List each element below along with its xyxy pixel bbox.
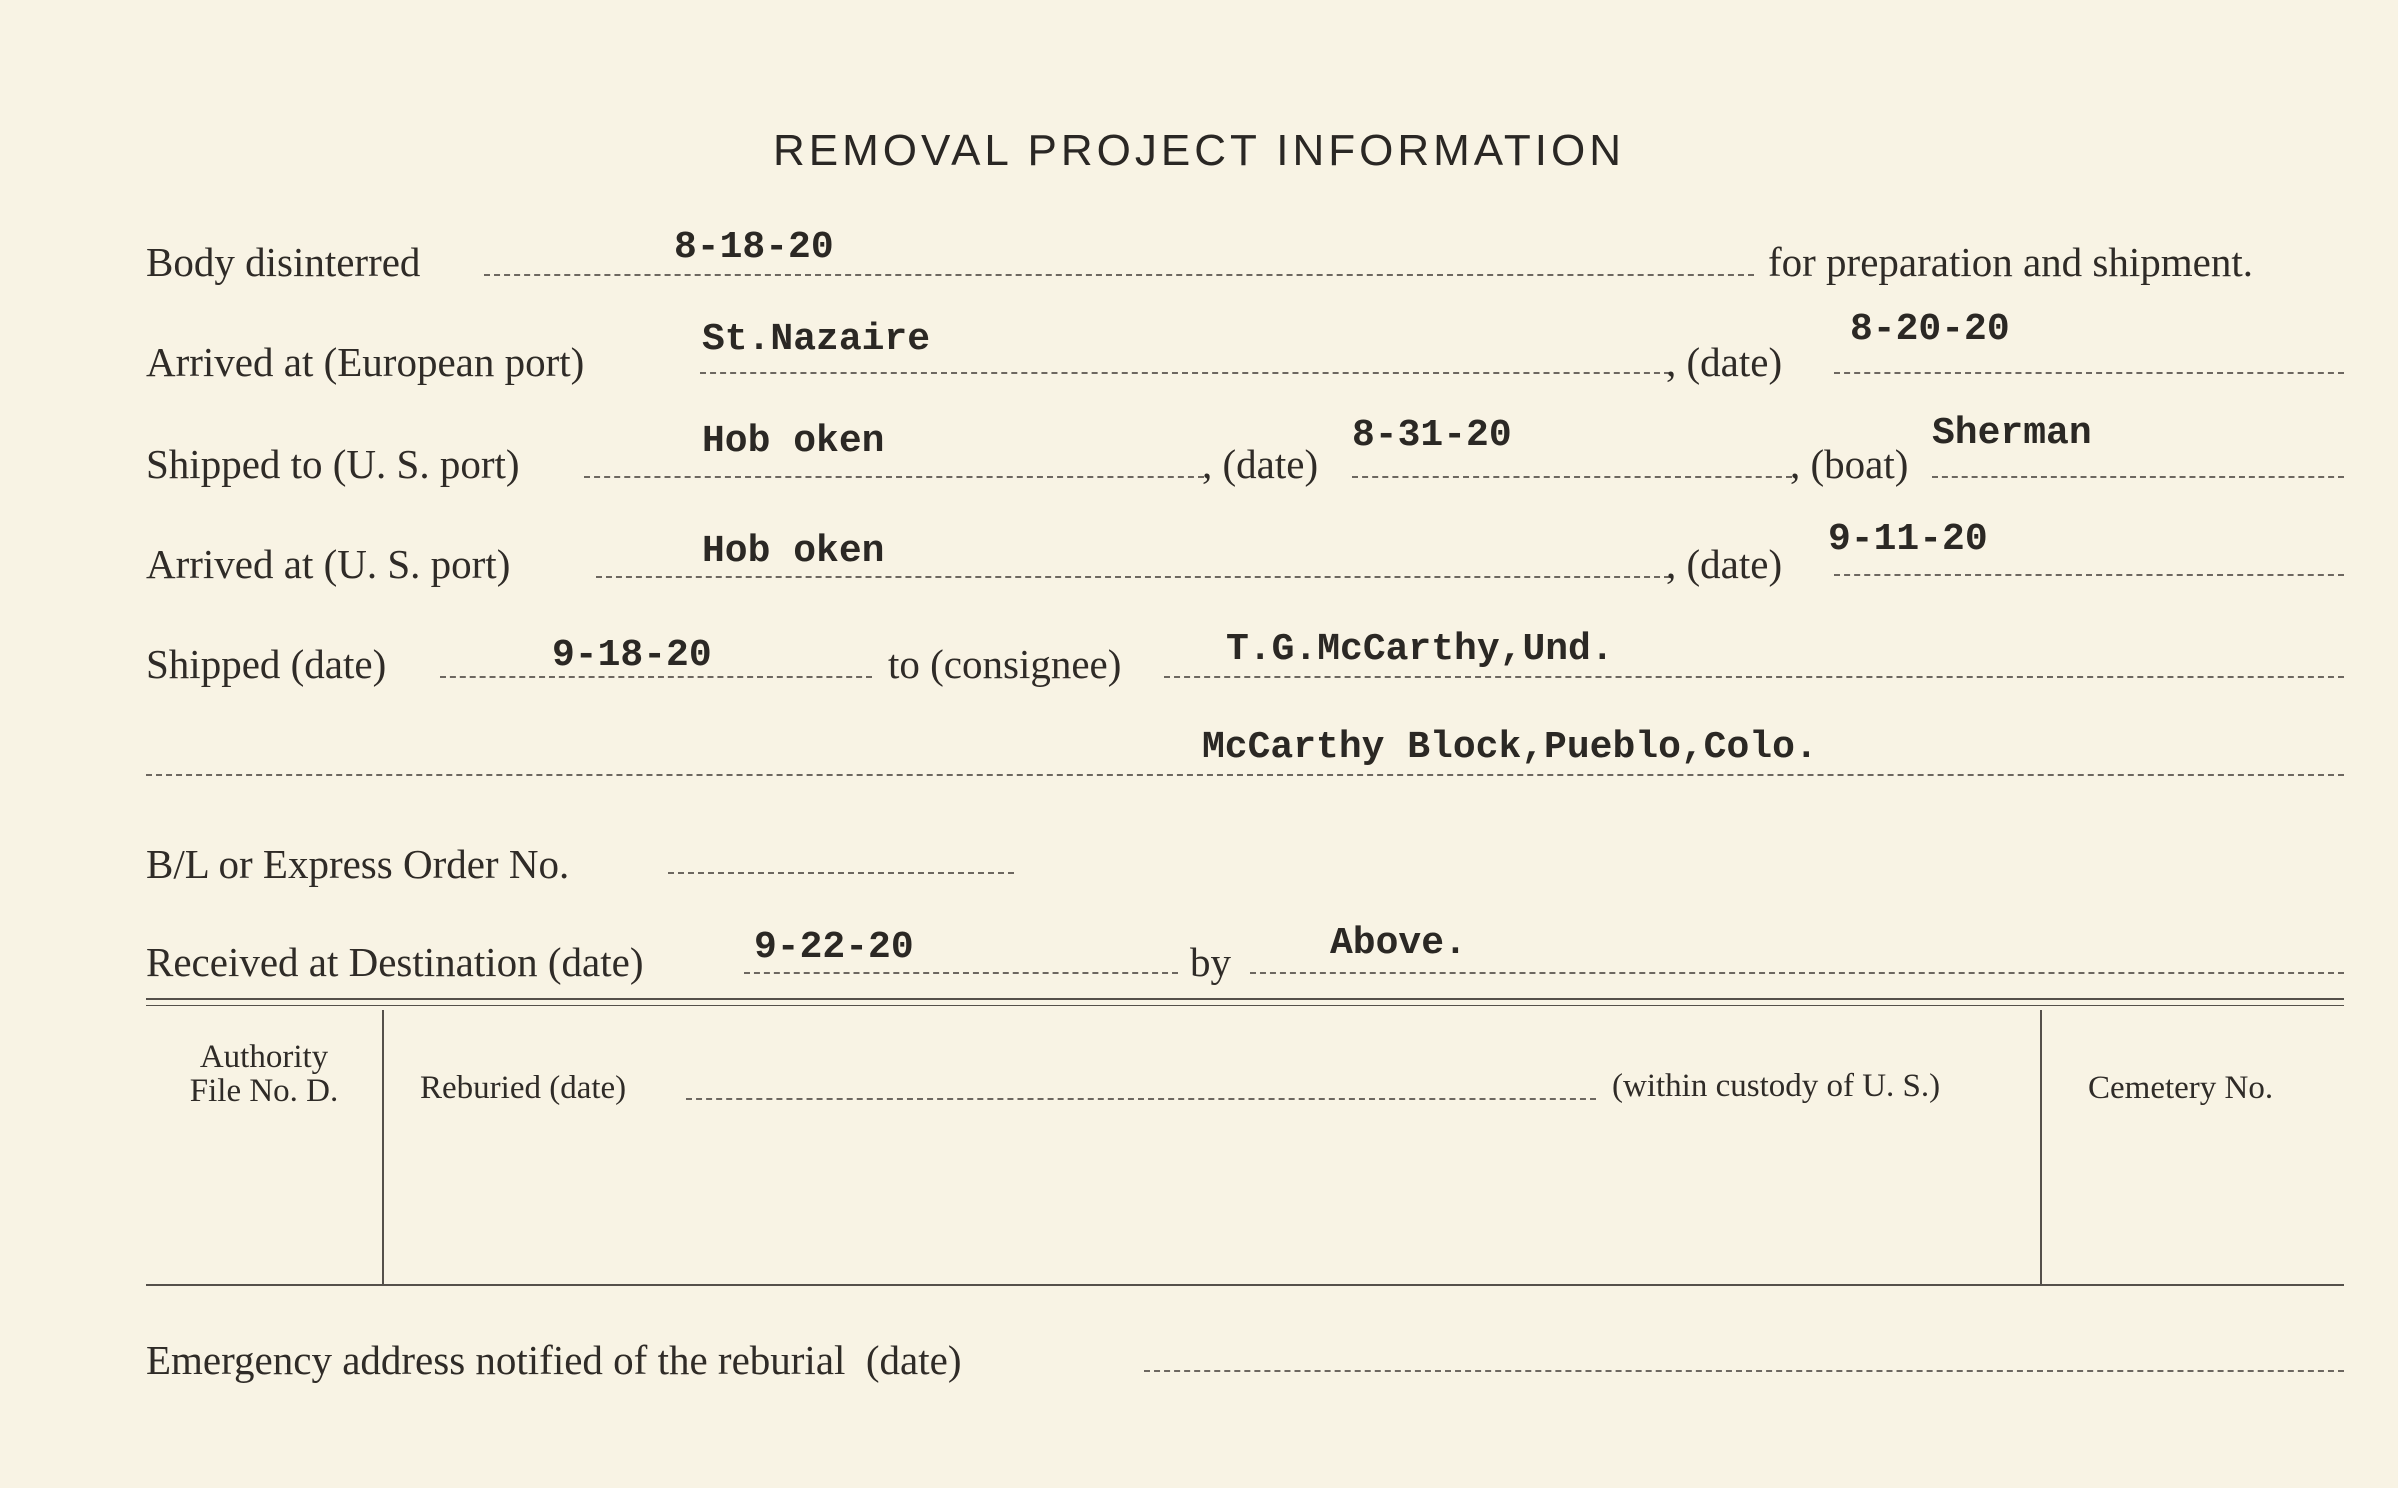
cemetery-label: Cemetery No.: [2088, 1070, 2274, 1106]
shipped-us-line: [584, 476, 1204, 478]
disinterred-value: 8-18-20: [674, 226, 834, 269]
table-top-rule-inner: [146, 1005, 2344, 1006]
emergency-label: Emergency address notified of the reburial (date): [146, 1337, 962, 1383]
disinterred-suffix: for preparation and shipment.: [1768, 239, 2254, 285]
consignee-value: T.G.McCarthy,Und.: [1226, 628, 1614, 671]
boat-line: [1932, 476, 2344, 478]
reburied-label: Reburied (date): [420, 1070, 627, 1106]
shipped-date-value: 9-18-20: [552, 634, 712, 677]
shipped-date-label: Shipped (date): [146, 641, 387, 687]
reburied-line: [686, 1098, 1596, 1100]
boat-value: Sherman: [1932, 412, 2092, 455]
received-label: Received at Destination (date): [146, 939, 644, 985]
boat-label: , (boat): [1790, 441, 1909, 487]
bl-label: B/L or Express Order No.: [146, 841, 570, 887]
arrived-us-date-value: 9-11-20: [1828, 518, 1988, 561]
bl-line: [668, 872, 1014, 874]
arrived-us-line: [596, 576, 1670, 578]
card-title: REMOVAL PROJECT INFORMATION: [773, 126, 1625, 175]
arrived-europe-label: Arrived at (European port): [146, 339, 585, 385]
consignee-line: [1164, 676, 2344, 678]
table-bottom-rule: [146, 1284, 2344, 1286]
arrived-europe-date-line: [1834, 372, 2344, 374]
emergency-line: [1144, 1370, 2344, 1372]
arrived-us-date-label: , (date): [1666, 541, 1783, 587]
arrived-us-label: Arrived at (U. S. port): [146, 541, 511, 587]
received-by-value: Above.: [1330, 922, 1467, 965]
arrived-europe-line: [700, 372, 1670, 374]
table-top-rule: [146, 998, 2344, 1000]
disinterred-label: Body disinterred: [146, 239, 421, 285]
shipped-us-date-label: , (date): [1202, 441, 1319, 487]
european-port-value: St.Nazaire: [702, 318, 931, 361]
consignee-address-value: McCarthy Block,Pueblo,Colo.: [1202, 726, 1818, 769]
table-divider-right: [2040, 1010, 2042, 1284]
authority-label-line2: File No. D.: [189, 1073, 339, 1109]
shipped-us-date-value: 8-31-20: [1352, 414, 1512, 457]
authority-file-label: [146, 1040, 382, 1108]
received-by-line: [1250, 972, 2344, 974]
received-by-label: by: [1190, 939, 1231, 985]
consignee-label: to (consignee): [888, 641, 1122, 687]
received-date-value: 9-22-20: [754, 926, 914, 969]
disinterred-line: [484, 274, 1754, 276]
us-port-shipped-value: Hob oken: [702, 420, 885, 463]
custody-label: (within custody of U. S.): [1612, 1068, 1941, 1104]
authority-label-line1: Authority: [199, 1039, 329, 1075]
shipped-us-label: Shipped to (U. S. port): [146, 441, 520, 487]
received-date-line: [744, 972, 1178, 974]
arrived-europe-date-label: , (date): [1666, 339, 1783, 385]
arrived-europe-date-value: 8-20-20: [1850, 308, 2010, 351]
address-line: [146, 774, 2344, 776]
table-divider-left: [382, 1010, 384, 1284]
shipped-us-date-line: [1352, 476, 1792, 478]
us-port-arrived-value: Hob oken: [702, 530, 885, 573]
arrived-us-date-line: [1834, 574, 2344, 576]
